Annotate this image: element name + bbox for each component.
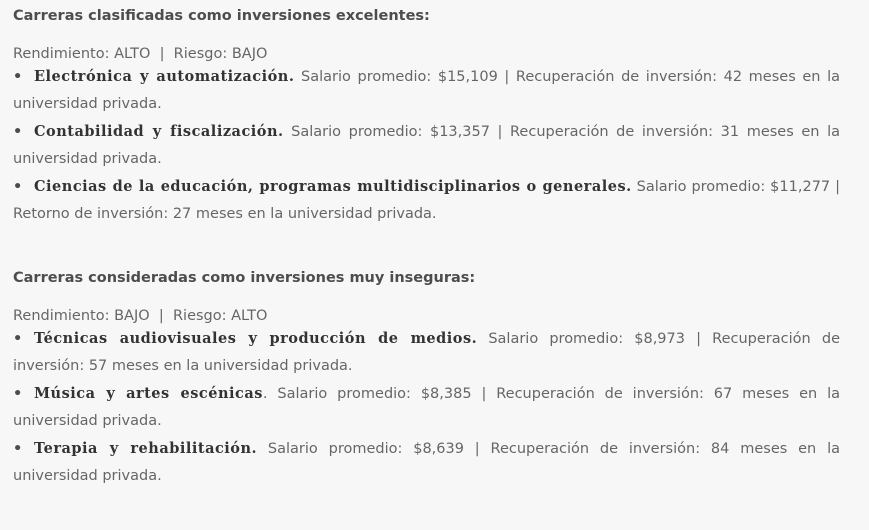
bullet-icon: •	[13, 124, 23, 140]
list-item	[13, 173, 840, 228]
career-details: Salario promedio: $13,357 | Recuperación de inversión: 31 meses en la universidad privada.	[13, 124, 840, 167]
career-name: Ciencias de la educación, programas multidisciplinarios o generales.	[34, 178, 632, 195]
section-rating-insecure: Rendimiento: BAJO | Riesgo: ALTO	[13, 308, 268, 324]
career-details: Salario promedio: $15,109 | Recuperación de inversión: 42 meses en la universidad privada.	[13, 69, 840, 112]
career-name: Contabilidad y fiscalización.	[34, 123, 284, 140]
list-item	[13, 435, 840, 490]
career-details: Salario promedio: $8,639 | Recuperación de inversión: 84 meses en la universidad privada.	[13, 441, 840, 484]
career-list-excellent	[13, 63, 840, 228]
bullet-icon: •	[13, 441, 23, 457]
career-details: . Salario promedio: $8,385 | Recuperación de inversión: 67 meses en la universidad privada.	[13, 386, 841, 429]
career-list-insecure	[13, 325, 840, 490]
career-details: Salario promedio: $11,277 | Retorno de inversión: 27 meses en la universidad privada.	[13, 179, 840, 222]
list-item	[13, 325, 840, 380]
section-rating-excellent: Rendimiento: ALTO | Riesgo: BAJO	[13, 46, 268, 62]
bullet-icon: •	[13, 179, 23, 195]
bullet-icon: •	[13, 69, 23, 85]
career-details: Salario promedio: $8,973 | Recuperación de inversión: 57 meses en la universidad privada.	[13, 331, 840, 374]
bullet-icon: •	[13, 331, 23, 347]
career-name: Electrónica y automatización.	[34, 68, 295, 85]
list-item	[13, 63, 840, 118]
section-title-insecure: Carreras consideradas como inversiones muy inseguras:	[13, 270, 476, 286]
career-name: Técnicas audiovisuales y producción de medios.	[34, 330, 478, 347]
career-name: Música y artes escénicas	[34, 385, 263, 402]
section-title-excellent: Carreras clasificadas como inversiones excelentes:	[13, 8, 430, 24]
list-item	[13, 118, 840, 173]
career-name: Terapia y rehabilitación.	[34, 440, 258, 457]
bullet-icon: •	[13, 386, 23, 402]
list-item	[13, 380, 840, 435]
